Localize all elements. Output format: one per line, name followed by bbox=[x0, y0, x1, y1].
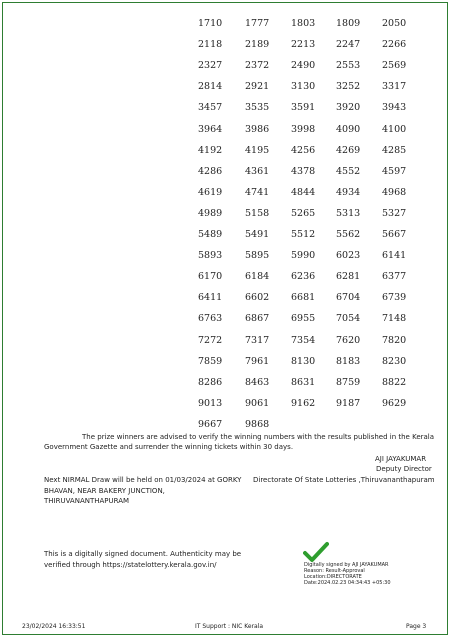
winning-number: 1809 bbox=[336, 18, 361, 29]
winning-number: 5158 bbox=[245, 207, 270, 219]
winning-number: 4361 bbox=[245, 165, 270, 177]
winning-number: 3591 bbox=[291, 102, 316, 114]
winning-number: 6377 bbox=[382, 271, 407, 283]
winning-number: 6955 bbox=[291, 313, 316, 325]
winning-number: 9013 bbox=[198, 397, 223, 409]
winning-number: 2569 bbox=[382, 60, 407, 72]
winning-number: 7148 bbox=[382, 313, 407, 325]
winning-number: 6236 bbox=[291, 271, 316, 283]
winning-number: 8130 bbox=[291, 355, 316, 367]
winning-number: 8759 bbox=[336, 376, 361, 388]
digital-note-line-2: verified through https://statelottery.kerala.gov.in/ bbox=[44, 561, 217, 569]
winning-number: 2050 bbox=[382, 18, 407, 29]
winning-number: 7054 bbox=[336, 313, 361, 325]
winning-number: 3130 bbox=[291, 81, 316, 93]
winning-number: 4256 bbox=[291, 144, 316, 156]
winning-number: 6763 bbox=[198, 313, 223, 325]
winning-number: 8631 bbox=[291, 376, 316, 388]
winning-number: 8463 bbox=[245, 376, 270, 388]
winning-number: 2490 bbox=[291, 60, 316, 72]
winning-number: 3943 bbox=[382, 102, 407, 114]
footer-page-number: Page 3 bbox=[406, 623, 427, 630]
signature-reason: Reason: Result-Approval bbox=[304, 568, 365, 574]
next-draw-line-2: BHAVAN, NEAR BAKERY JUNCTION, bbox=[44, 487, 165, 495]
winning-number: 2247 bbox=[336, 39, 361, 51]
winning-number: 6184 bbox=[245, 271, 270, 283]
winning-number: 3252 bbox=[336, 81, 361, 93]
winning-number: 2553 bbox=[336, 60, 361, 72]
winning-number: 4090 bbox=[336, 123, 361, 135]
next-draw-line-3: THIRUVANANTHAPURAM bbox=[44, 497, 130, 505]
winning-number: 2327 bbox=[198, 60, 223, 72]
winning-number: 5327 bbox=[382, 207, 407, 219]
notice-line-1: The prize winners are advised to verify the winning numbers with the results published in the Kerala bbox=[82, 433, 435, 441]
signatory-title: Deputy Director bbox=[376, 465, 432, 473]
winning-number: 9629 bbox=[382, 397, 407, 409]
winning-number: 8822 bbox=[382, 376, 407, 388]
winning-number: 4286 bbox=[198, 165, 223, 177]
winning-number: 4968 bbox=[382, 186, 407, 198]
winning-number: 8230 bbox=[382, 355, 407, 367]
winning-number: 3535 bbox=[245, 102, 270, 114]
winning-number: 7620 bbox=[336, 334, 361, 346]
signature-date: Date:2024.02.23 04:34:43 +05:30 bbox=[304, 580, 391, 586]
winning-number: 8286 bbox=[198, 376, 223, 388]
winning-number: 7317 bbox=[245, 334, 270, 346]
footer-support: IT Support : NIC Kerala bbox=[195, 623, 264, 630]
winning-number: 4552 bbox=[336, 165, 361, 177]
winning-number: 5489 bbox=[198, 229, 223, 240]
winning-number: 2266 bbox=[382, 39, 407, 51]
winning-number: 6867 bbox=[245, 313, 270, 325]
winning-number: 4195 bbox=[245, 144, 270, 156]
winning-number: 1777 bbox=[245, 18, 270, 29]
winning-number: 5491 bbox=[245, 229, 270, 240]
signature-signed-by: Digitally signed by AJI JAYAKUMAR bbox=[304, 562, 389, 568]
winning-number: 6739 bbox=[382, 292, 407, 304]
digital-note-line-1: This is a digitally signed document. Authenticity may be bbox=[44, 550, 242, 558]
check-mark-icon bbox=[303, 541, 329, 563]
footer-timestamp: 23/02/2024 16:33:51 bbox=[22, 623, 86, 630]
winning-number: 2921 bbox=[245, 81, 270, 93]
winning-number: 9162 bbox=[291, 397, 316, 409]
winning-number: 5562 bbox=[336, 229, 361, 240]
winning-number: 7961 bbox=[245, 355, 270, 367]
winning-number: 3920 bbox=[336, 102, 361, 114]
winning-number: 5990 bbox=[291, 250, 316, 262]
winning-number: 9667 bbox=[198, 418, 223, 430]
winning-number: 3986 bbox=[245, 123, 270, 135]
winning-number: 4192 bbox=[198, 144, 223, 156]
winning-number: 7354 bbox=[291, 334, 316, 346]
winning-number: 3964 bbox=[198, 123, 223, 135]
winning-number: 3998 bbox=[291, 123, 316, 135]
winning-number: 4597 bbox=[382, 165, 407, 177]
signature-location: Location:DIRECTORATE bbox=[304, 574, 362, 580]
winning-number: 4100 bbox=[382, 123, 407, 135]
winning-number: 3457 bbox=[198, 102, 223, 114]
winning-number: 6281 bbox=[336, 271, 361, 283]
winning-number: 2814 bbox=[198, 81, 223, 93]
winning-number: 1803 bbox=[291, 18, 316, 29]
winning-number: 6411 bbox=[198, 292, 223, 304]
winning-number: 2118 bbox=[198, 39, 223, 51]
winning-number: 6023 bbox=[336, 250, 361, 262]
winning-number: 5893 bbox=[198, 250, 223, 262]
winning-number: 5265 bbox=[291, 207, 316, 219]
winning-number: 5313 bbox=[336, 207, 361, 219]
winning-number: 4269 bbox=[336, 144, 361, 156]
digital-signature-block bbox=[304, 562, 391, 586]
winning-number: 2213 bbox=[291, 39, 316, 51]
winning-number: 9187 bbox=[336, 397, 361, 409]
winning-number: 9868 bbox=[245, 418, 270, 430]
winning-number: 2372 bbox=[245, 60, 270, 72]
winning-number: 3317 bbox=[382, 81, 407, 93]
winning-number: 2189 bbox=[245, 39, 270, 51]
winning-number: 1710 bbox=[198, 18, 223, 29]
winning-number: 6141 bbox=[382, 250, 407, 262]
winning-number: 5895 bbox=[245, 250, 270, 262]
winning-number: 5512 bbox=[291, 229, 316, 240]
signatory-name: AJI JAYAKUMAR bbox=[375, 455, 427, 463]
winning-number: 4989 bbox=[198, 207, 223, 219]
winning-number: 4378 bbox=[291, 165, 316, 177]
winning-number: 4619 bbox=[198, 186, 223, 198]
winning-number: 5667 bbox=[382, 229, 407, 240]
winning-number: 9061 bbox=[245, 397, 270, 409]
winning-number: 7820 bbox=[382, 334, 407, 346]
winning-number: 6704 bbox=[336, 292, 361, 304]
winning-number: 4741 bbox=[245, 186, 270, 198]
winning-number: 7272 bbox=[198, 334, 223, 346]
winning-number: 6681 bbox=[291, 292, 316, 304]
notice-line-2: Government Gazette and surrender the winning tickets within 30 days. bbox=[44, 443, 294, 451]
winning-number: 6602 bbox=[245, 292, 270, 304]
next-draw-line-1: Next NIRMAL Draw will be held on 01/03/2024 at GORKY bbox=[44, 476, 242, 484]
winning-number: 4934 bbox=[336, 186, 361, 198]
winning-number: 4844 bbox=[291, 186, 316, 198]
winning-number: 8183 bbox=[336, 355, 361, 367]
winning-number: 4285 bbox=[382, 144, 407, 156]
signatory-office: Directorate Of State Lotteries ,Thiruvananthapuram bbox=[253, 476, 435, 484]
winning-number: 7859 bbox=[198, 355, 223, 367]
winning-number: 6170 bbox=[198, 271, 223, 283]
